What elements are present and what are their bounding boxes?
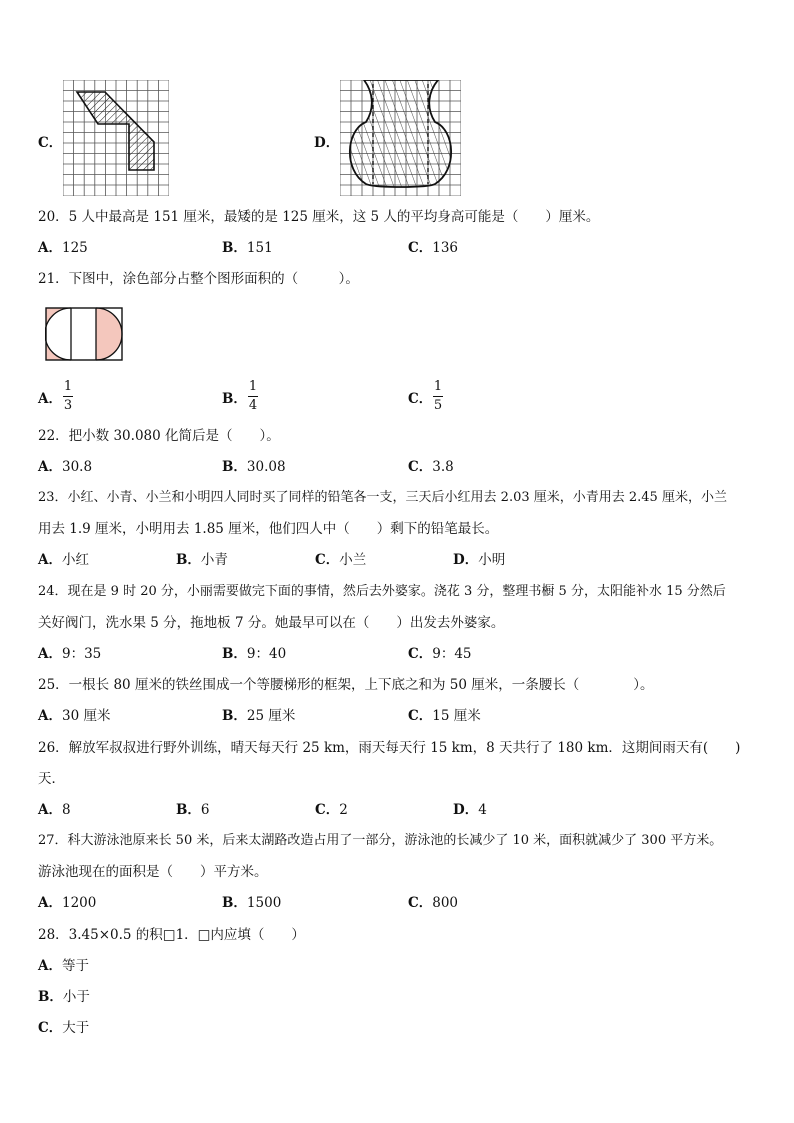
- q20-option-a[interactable]: A．125: [38, 240, 88, 256]
- option-d-label: D．: [314, 135, 340, 151]
- option-c-label: C．: [38, 135, 63, 151]
- question-22: 22．把小数 30.080 化简后是（ ）。: [38, 428, 280, 444]
- question-27-line-2: 游泳池现在的面积是（ ）平方米。: [38, 864, 268, 880]
- q20-option-c[interactable]: C．136: [408, 240, 459, 256]
- figure-c-grid: [63, 80, 169, 196]
- q22-option-b[interactable]: B．30.08: [222, 459, 286, 475]
- q24-option-b[interactable]: B．9：40: [222, 646, 287, 662]
- q23-option-d[interactable]: D．小明: [453, 552, 506, 568]
- q21-figure: [45, 307, 123, 361]
- q21-option-b-fraction[interactable]: 1 4: [248, 379, 258, 413]
- q26-option-c[interactable]: C．2: [315, 802, 348, 818]
- q20-option-b[interactable]: B．151: [222, 240, 273, 256]
- q21-option-b-letter[interactable]: B．: [222, 391, 247, 407]
- q26-option-b[interactable]: B．6: [176, 802, 210, 818]
- question-23-line-1: 23．小红、小青、小兰和小明四人同时买了同样的铅笔各一支，三天后小红用去 2.03 厘米，小青用去 2.45 厘米，小兰: [38, 490, 727, 505]
- q21-option-c-fraction[interactable]: 1 5: [433, 379, 443, 413]
- question-27-line-1: 27．科大游泳池原来长 50 米，后来太湖路改造占用了一部分，游泳池的长减少了 10 米，面积就减少了 300 平方米。: [38, 833, 723, 848]
- question-26-line-2: 天．: [38, 771, 65, 787]
- q21-option-a-fraction[interactable]: 1 3: [63, 379, 73, 413]
- question-25: 25．一根长 80 厘米的铁丝围成一个等腰梯形的框架，上下底之和为 50 厘米，一条腰长（ ）。: [38, 677, 654, 693]
- q22-option-a[interactable]: A．30.8: [38, 459, 93, 475]
- question-28: 28．3.45×0.5 的积□1．□内应填（ ）: [38, 927, 305, 943]
- question-20: 20．5 人中最高是 151 厘米，最矮的是 125 厘米，这 5 人的平均身高可能是（ ）厘米。: [38, 209, 600, 225]
- question-24-line-1: 24．现在是 9 时 20 分，小丽需要做完下面的事情，然后去外婆家。浇花 3 分，整理书橱 5 分，太阳能补水 15 分然后: [38, 584, 726, 599]
- question-26-line-1: 26．解放军叔叔进行野外训练，晴天每天行 25 km，雨天每天行 15 km，8 天共行了 180 km．这期间雨天有( ): [38, 740, 741, 756]
- question-23-line-2: 用去 1.9 厘米，小明用去 1.85 厘米，他们四人中（ ）剩下的铅笔最长。: [38, 521, 499, 537]
- q27-option-c[interactable]: C．800: [408, 895, 459, 911]
- q25-option-c[interactable]: C．15 厘米: [408, 708, 481, 724]
- q24-option-c[interactable]: C．9：45: [408, 646, 472, 662]
- q25-option-a[interactable]: A．30 厘米: [38, 708, 111, 724]
- q27-option-b[interactable]: B．1500: [222, 895, 282, 911]
- q26-option-d[interactable]: D．4: [453, 802, 487, 818]
- q28-option-a[interactable]: A．等于: [38, 958, 89, 974]
- q26-option-a[interactable]: A．8: [38, 802, 71, 818]
- q21-option-a-letter[interactable]: A．: [38, 391, 62, 407]
- q28-option-b[interactable]: B．小于: [38, 989, 90, 1005]
- q28-option-c[interactable]: C．大于: [38, 1020, 90, 1036]
- q23-option-b[interactable]: B．小青: [176, 552, 228, 568]
- q27-option-a[interactable]: A．1200: [38, 895, 97, 911]
- q22-option-c[interactable]: C．3.8: [408, 459, 454, 475]
- q25-option-b[interactable]: B．25 厘米: [222, 708, 296, 724]
- q24-option-a[interactable]: A．9：35: [38, 646, 102, 662]
- q23-option-c[interactable]: C．小兰: [315, 552, 367, 568]
- question-21: 21．下图中，涂色部分占整个图形面积的（ ）。: [38, 271, 359, 287]
- question-24-line-2: 关好阀门，洗水果 5 分，拖地板 7 分。她最早可以在（ ）出发去外婆家。: [38, 615, 505, 631]
- figure-d-grid: [340, 80, 461, 196]
- q23-option-a[interactable]: A．小红: [38, 552, 89, 568]
- q21-option-c-letter[interactable]: C．: [408, 391, 433, 407]
